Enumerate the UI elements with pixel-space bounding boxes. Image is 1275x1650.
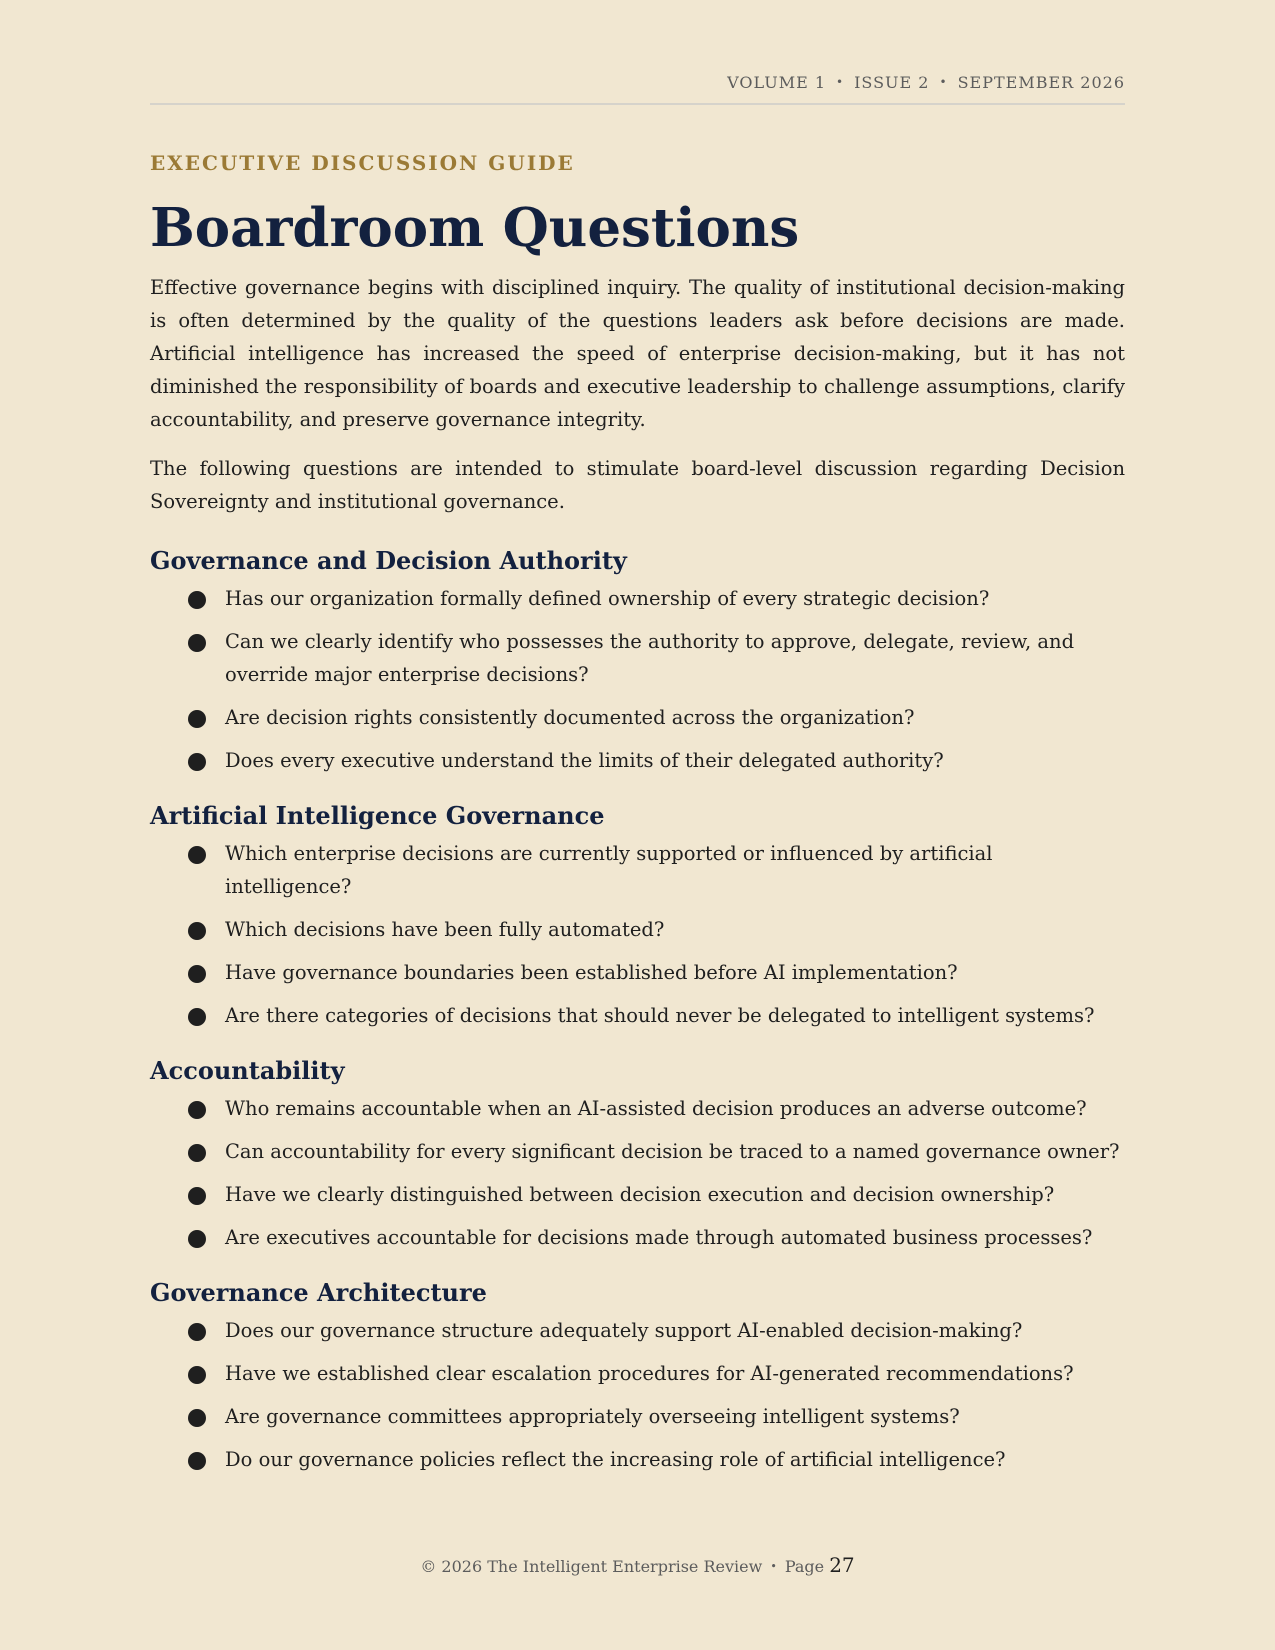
question-item: [150, 582, 1125, 615]
question-text: Have governance boundaries been established before AI implementation?: [225, 961, 958, 984]
bullet-icon: [188, 1187, 206, 1205]
section-heading: Artificial Intelligence Governance: [150, 801, 605, 830]
bullet-icon: [188, 1008, 206, 1026]
question-item: [150, 1400, 1125, 1433]
page-footer: [150, 1553, 1125, 1577]
section-heading: Governance and Decision Authority: [150, 546, 627, 575]
bullet-icon: [188, 710, 206, 728]
question-item: [150, 625, 1125, 691]
masthead: [727, 73, 1125, 92]
question-item: [150, 1221, 1125, 1254]
question-list: [150, 1092, 1125, 1254]
question-text: Which decisions have been fully automated?: [225, 918, 665, 941]
question-item: [150, 1443, 1125, 1476]
section-heading: Accountability: [150, 1056, 345, 1085]
question-item: [150, 837, 1125, 903]
masthead-volume: VOLUME 1: [727, 73, 827, 92]
question-text: Do our governance policies reflect the increasing role of artificial intelligence?: [225, 1448, 1006, 1471]
bullet-icon: [188, 634, 206, 652]
question-text: Does our governance structure adequately support AI-enabled decision-making?: [225, 1319, 1023, 1342]
bullet-icon: [188, 1101, 206, 1119]
section-heading: Governance Architecture: [150, 1278, 487, 1307]
question-text: Which enterprise decisions are currently supported or influenced by artificial intelligence?: [225, 842, 993, 898]
footer-page-label: Page: [784, 1557, 825, 1576]
question-text: Has our organization formally defined ownership of every strategic decision?: [225, 587, 990, 610]
page-number: 27: [829, 1553, 855, 1577]
footer-separator: •: [770, 1560, 777, 1573]
question-text: Are there categories of decisions that should never be delegated to intelligent systems?: [225, 1004, 1095, 1027]
bullet-icon: [188, 753, 206, 771]
question-item: [150, 744, 1125, 777]
question-list: [150, 837, 1125, 1032]
section-kicker: EXECUTIVE DISCUSSION GUIDE: [150, 151, 575, 175]
question-text: Have we established clear escalation procedures for AI-generated recommendations?: [225, 1362, 1074, 1385]
question-item: [150, 999, 1125, 1032]
intro-paragraph: The following questions are intended to stimulate board-level discussion regarding Decision Sovereignty and institutional governance.: [150, 457, 1125, 513]
question-text: Can accountability for every significant decision be traced to a named governance owner?: [225, 1140, 1120, 1163]
question-item: [150, 1357, 1125, 1390]
question-list: [150, 1314, 1125, 1476]
bullet-icon: [188, 1366, 206, 1384]
bullet-icon: [188, 1452, 206, 1470]
bullet-icon: [188, 965, 206, 983]
footer-copyright: © 2026 The Intelligent Enterprise Review: [420, 1557, 763, 1576]
article-body: [150, 271, 1125, 1498]
question-item: [150, 1092, 1125, 1125]
question-item: [150, 1135, 1125, 1168]
intro-paragraph: Effective governance begins with disciplined inquiry. The quality of institutional decision-making is often determined by the quality of the questions leaders ask before decisions are made. Artificial intelligence has increased the speed of enterprise decision-making, but it has not diminished the responsibility of boards and executive leadership to challenge assumptions, clarify accountability, and preserve governance integrity.: [150, 276, 1125, 431]
page-title: Boardroom Questions: [150, 197, 800, 259]
bullet-icon: [188, 922, 206, 940]
question-item: [150, 913, 1125, 946]
header-divider: [150, 103, 1125, 105]
masthead-separator: •: [836, 75, 845, 89]
question-text: Are governance committees appropriately overseeing intelligent systems?: [225, 1405, 960, 1428]
question-item: [150, 1178, 1125, 1211]
question-text: Does every executive understand the limits of their delegated authority?: [225, 749, 944, 772]
masthead-date: SEPTEMBER 2026: [957, 73, 1125, 92]
question-text: Are executives accountable for decisions made through automated business processes?: [225, 1226, 1093, 1249]
bullet-icon: [188, 846, 206, 864]
question-text: Are decision rights consistently documented across the organization?: [225, 706, 915, 729]
question-text: Have we clearly distinguished between decision execution and decision ownership?: [225, 1183, 1055, 1206]
question-list: [150, 582, 1125, 777]
bullet-icon: [188, 1409, 206, 1427]
question-text: Who remains accountable when an AI-assisted decision produces an adverse outcome?: [225, 1097, 1087, 1120]
question-item: [150, 1314, 1125, 1347]
masthead-issue: ISSUE 2: [854, 73, 930, 92]
document-page: [150, 0, 1125, 1650]
question-text: Can we clearly identify who possesses the authority to approve, delegate, review, and override major enterprise decisions?: [225, 630, 1075, 686]
bullet-icon: [188, 1230, 206, 1248]
masthead-separator: •: [939, 75, 948, 89]
bullet-icon: [188, 1323, 206, 1341]
question-item: [150, 701, 1125, 734]
question-item: [150, 956, 1125, 989]
bullet-icon: [188, 1144, 206, 1162]
bullet-icon: [188, 591, 206, 609]
